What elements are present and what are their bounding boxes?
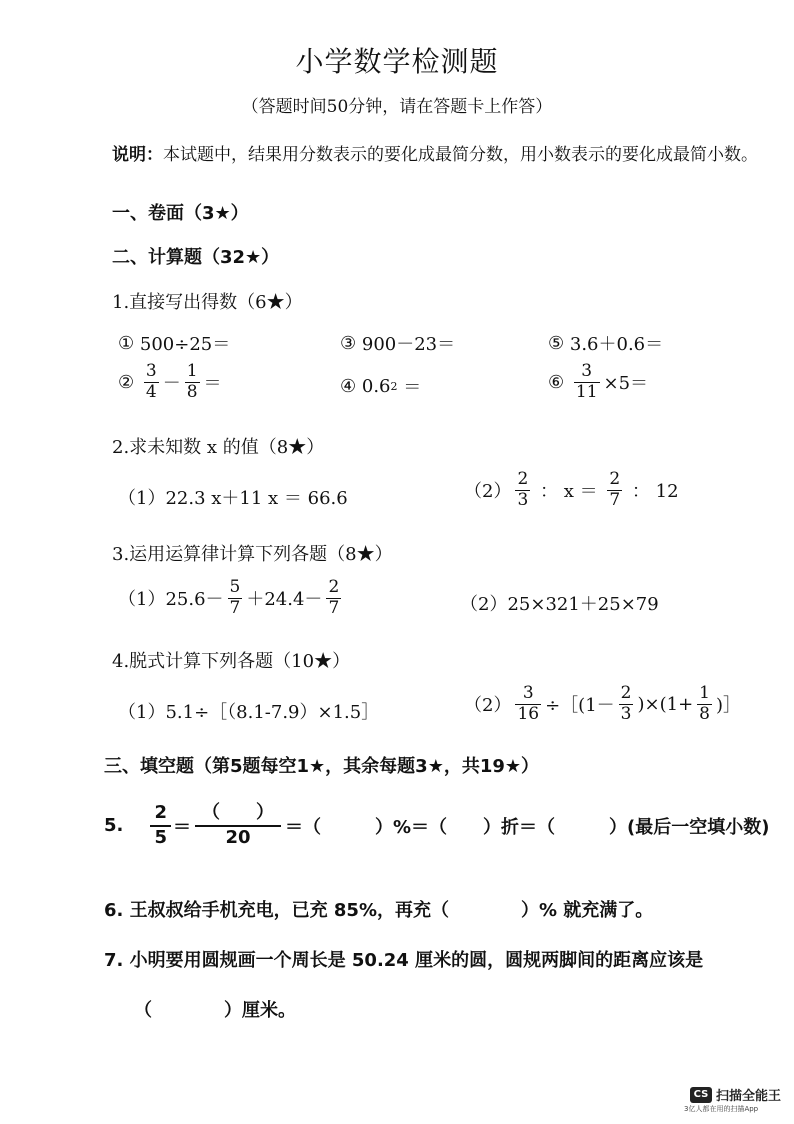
- section-2-heading: 二、计算题（32★）: [112, 247, 280, 268]
- q3-part-2: （2）25×321＋25×79: [460, 594, 659, 615]
- frac-denominator: 8: [699, 703, 710, 724]
- q1-item-4: [340, 373, 421, 399]
- q1-item-3: [340, 330, 455, 356]
- exponent: 2: [390, 379, 398, 393]
- q2-part-2-frac-a: [515, 470, 530, 510]
- expr-b: )×(1+: [637, 693, 694, 715]
- scanner-watermark: [690, 1085, 781, 1104]
- q4-part-2-frac-c: [697, 684, 712, 724]
- frac-numerator: 1: [186, 361, 198, 381]
- frac-denominator: 4: [145, 381, 157, 402]
- frac-denominator: 7: [229, 597, 241, 618]
- q1-item-2: [118, 362, 222, 402]
- q1-item-1-mark: ①: [118, 332, 135, 354]
- q5-blank-frac: [195, 802, 281, 849]
- q2-heading: 2.求未知数 x 的值（8★）: [112, 437, 325, 458]
- q4-part-2: [464, 684, 741, 724]
- q1-item-2-frac-b: [185, 362, 200, 402]
- q1-item-3-expr: 900－23＝: [361, 334, 456, 355]
- scanner-tagline: 3亿人都在用的扫描App: [684, 1105, 759, 1113]
- frac-numerator: 3: [581, 361, 593, 381]
- q1-item-6: [548, 362, 648, 402]
- equals: ＝: [203, 373, 222, 395]
- part-label: （2）: [464, 481, 512, 503]
- subtitle: （答题时间50分钟，请在答题卡上作答）: [241, 97, 553, 117]
- operator: －: [162, 373, 181, 395]
- frac-denominator: 5: [150, 825, 171, 850]
- frac-denominator: 8: [186, 381, 198, 402]
- q1-item-1: [118, 330, 230, 356]
- part-label: （1）25.6－: [118, 589, 224, 611]
- expr-c: )］: [715, 695, 742, 717]
- frac-denominator: 3: [620, 703, 632, 724]
- q2-part-2-frac-b: [607, 470, 622, 510]
- frac-numerator: 3: [145, 361, 157, 381]
- page-title: 小学数学检测题: [295, 45, 499, 78]
- q3-part-1-frac-b: [326, 578, 341, 618]
- q5-rest: ＝（ ）%＝（ ）折＝（ ）(最后一空填小数): [284, 816, 770, 838]
- frac-denominator: 7: [328, 597, 340, 618]
- frac-numerator: 2: [620, 683, 632, 703]
- q4-heading: 4.脱式计算下列各题（10★）: [112, 651, 351, 672]
- q7-line-1: 7. 小明要用圆规画一个周长是 50.24 厘米的圆，圆规两脚间的距离应该是: [104, 950, 704, 971]
- expr-a: ÷［(1－: [545, 695, 615, 717]
- section-3-heading: 三、填空题（第5题每空1★，其余每题3★，共19★）: [104, 756, 540, 777]
- q3-part-1-frac-a: [228, 578, 243, 618]
- equals: ＝: [403, 377, 422, 398]
- q5-frac: [150, 802, 171, 849]
- frac-numerator: 2: [517, 469, 529, 489]
- q1-item-5-expr: 3.6＋0.6＝: [569, 334, 664, 355]
- q1-item-5-mark: ⑤: [548, 332, 565, 354]
- frac-denominator: 3: [517, 489, 529, 510]
- question-number: 5.: [104, 815, 124, 836]
- expr-end: ： 12: [631, 481, 679, 503]
- equals: ＝: [172, 816, 191, 838]
- expr-mid: ＋24.4－: [246, 589, 323, 611]
- answer-blank: （ ）: [201, 802, 274, 823]
- q3-part-1: [118, 578, 345, 618]
- expr-mid: ： x ＝: [540, 481, 598, 503]
- base: 0.6: [361, 375, 391, 397]
- frac-denominator: 16: [517, 703, 540, 724]
- part-label: （2）: [464, 695, 512, 717]
- instructions-text: 本试题中，结果用分数表示的要化成最简分数，用小数表示的要化成最简小数。: [163, 145, 758, 165]
- q7-line-2: （ ）厘米。: [134, 1000, 296, 1021]
- expr-rest: ×5＝: [603, 373, 649, 395]
- section-1-heading: 一、卷面（3★）: [112, 203, 249, 224]
- q1-item-1-expr: 500÷25＝: [139, 334, 231, 355]
- q4-part-2-frac-a: [515, 684, 541, 724]
- frac-numerator: 3: [522, 683, 534, 703]
- frac-numerator: 1: [699, 683, 710, 703]
- q1-item-2-frac-a: [144, 362, 159, 402]
- q4-part-1: （1）5.1÷［（8.1-7.9）×1.5］: [118, 702, 380, 723]
- frac-denominator: 7: [609, 489, 621, 510]
- scanner-app-name: 扫描全能王: [716, 1089, 782, 1104]
- q1-item-5: [548, 330, 663, 356]
- q1-item-3-mark: ③: [340, 332, 357, 354]
- q6: 6. 王叔叔给手机充电，已充 85%，再充（ ）% 就充满了。: [104, 900, 654, 921]
- q1-item-6-frac: [574, 362, 600, 402]
- q1-item-2-mark: ②: [118, 371, 135, 393]
- instructions-label: 说明：: [112, 145, 163, 165]
- frac-numerator: 5: [229, 577, 241, 597]
- q1-heading: 1.直接写出得数（6★）: [112, 292, 303, 313]
- q4-part-2-frac-b: [619, 684, 634, 724]
- instructions: [112, 140, 758, 165]
- q2-part-1: （1）22.3 x＋11 x ＝ 66.6: [118, 488, 348, 509]
- frac-numerator: 2: [609, 469, 621, 489]
- q1-item-6-mark: ⑥: [548, 371, 565, 393]
- scanner-logo-icon: CS: [690, 1087, 712, 1103]
- frac-denominator: 20: [195, 825, 281, 850]
- frac-numerator: 2: [154, 802, 167, 823]
- frac-denominator: 11: [575, 381, 598, 402]
- q1-item-4-mark: ④: [340, 375, 357, 397]
- q5: [104, 802, 769, 849]
- frac-numerator: 2: [328, 577, 340, 597]
- q3-heading: 3.运用运算律计算下列各题（8★）: [112, 544, 393, 565]
- q2-part-2: [464, 470, 679, 510]
